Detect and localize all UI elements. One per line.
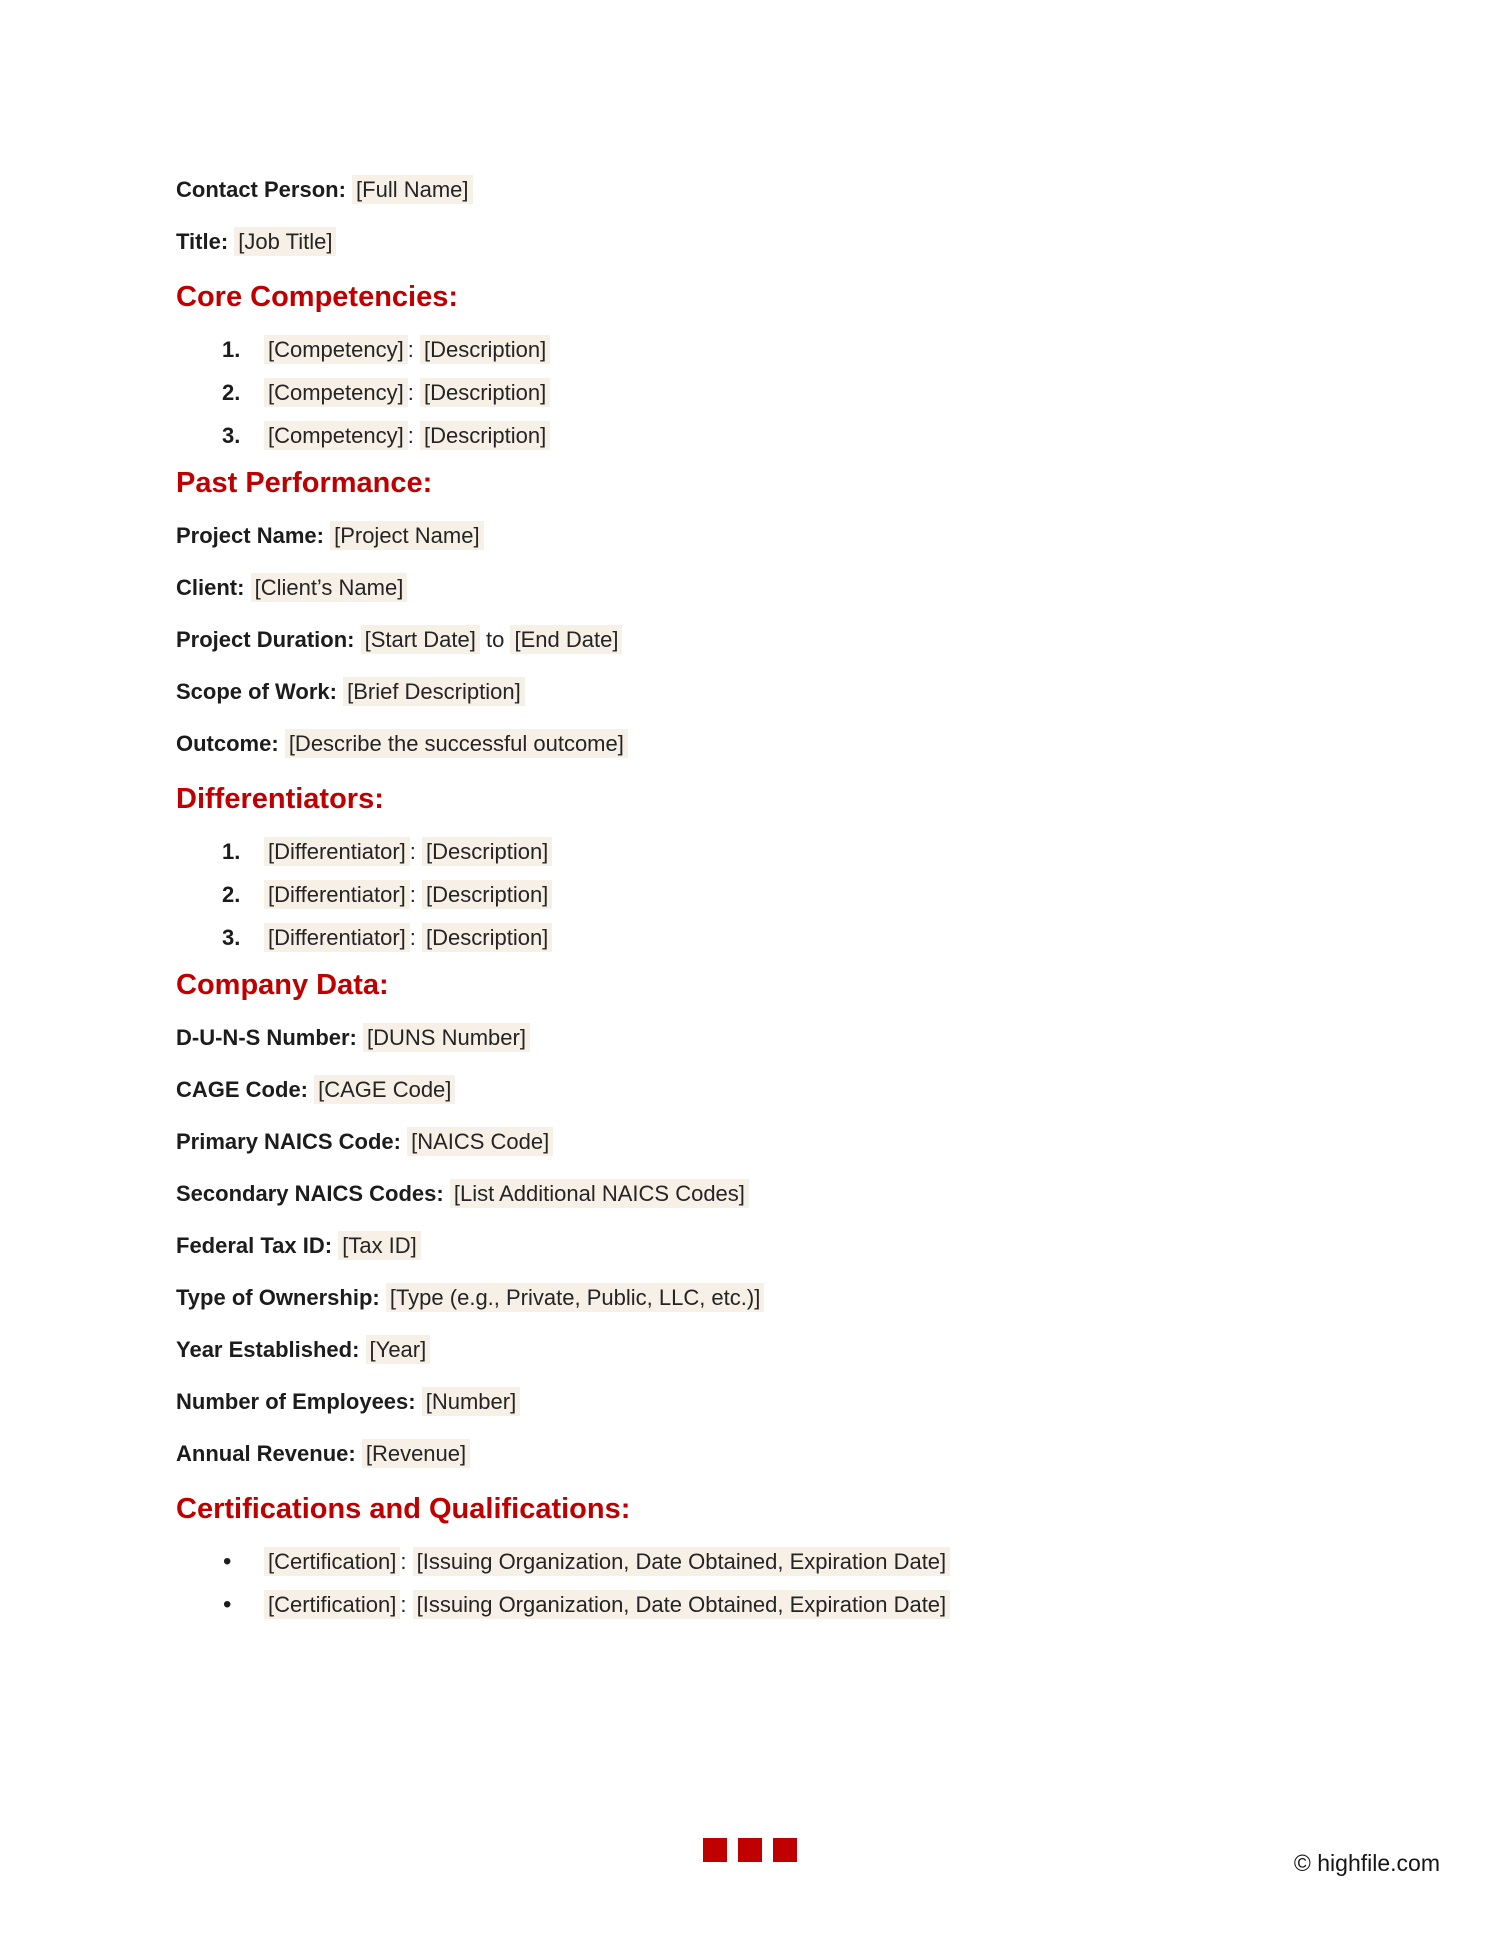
- separator: :: [400, 1592, 407, 1617]
- field-cage-code: [176, 1076, 1340, 1104]
- field-client: [176, 574, 1340, 602]
- placeholder-highlight: [End Date]: [510, 625, 622, 654]
- field-label: Scope of Work:: [176, 679, 337, 704]
- placeholder-highlight: [Competency]: [264, 335, 408, 364]
- separator: :: [409, 925, 416, 950]
- placeholder-highlight: [Issuing Organization, Date Obtained, Expiration Date]: [413, 1547, 951, 1576]
- field-outcome: [176, 730, 1340, 758]
- field-label: Federal Tax ID:: [176, 1233, 333, 1258]
- field-label: Project Name:: [176, 523, 324, 548]
- separator: :: [407, 380, 414, 405]
- placeholder-highlight: [Start Date]: [361, 625, 480, 654]
- placeholder-highlight: [Job Title]: [234, 227, 336, 256]
- list-item: [176, 1548, 1340, 1576]
- separator: :: [409, 882, 416, 907]
- placeholder-highlight: [Certification]: [264, 1547, 400, 1576]
- placeholder-highlight: [CAGE Code]: [314, 1075, 455, 1104]
- placeholder-highlight: [Full Name]: [352, 175, 472, 204]
- list-item: [176, 422, 1340, 450]
- placeholder-highlight: [Competency]: [264, 378, 408, 407]
- list-item: [176, 838, 1340, 866]
- red-square-icon: [773, 1838, 797, 1862]
- section-heading-certifications: Certifications and Qualifications:: [176, 1493, 631, 1525]
- field-secondary-naics: [176, 1180, 1340, 1208]
- section-heading-differentiators: Differentiators:: [176, 783, 384, 815]
- field-label: Project Duration:: [176, 627, 355, 652]
- placeholder-highlight: [Competency]: [264, 421, 408, 450]
- document-body: [176, 176, 1340, 1634]
- list-item: [176, 924, 1340, 952]
- footer-brand-squares: [703, 1838, 797, 1862]
- list-number: 1.: [222, 337, 241, 362]
- field-label: Secondary NAICS Codes:: [176, 1181, 444, 1206]
- field-title: [176, 228, 1340, 256]
- placeholder-highlight: [DUNS Number]: [363, 1023, 530, 1052]
- placeholder-highlight: [Project Name]: [330, 521, 484, 550]
- separator: :: [400, 1549, 407, 1574]
- placeholder-highlight: [Year]: [366, 1335, 431, 1364]
- placeholder-highlight: [Revenue]: [362, 1439, 470, 1468]
- copyright-text: © highfile.com: [1293, 1850, 1440, 1876]
- list-number: 1.: [222, 839, 241, 864]
- list-item: [176, 881, 1340, 909]
- section-heading-past-performance: Past Performance:: [176, 467, 433, 499]
- field-label: Outcome:: [176, 731, 279, 756]
- field-year-established: [176, 1336, 1340, 1364]
- separator: to: [486, 627, 505, 652]
- field-label: Client:: [176, 575, 245, 600]
- placeholder-highlight: [Description]: [420, 378, 550, 407]
- certifications-list: [176, 1548, 1340, 1619]
- placeholder-highlight: [Number]: [422, 1387, 520, 1416]
- bullet-icon: •: [223, 1548, 232, 1575]
- field-federal-tax-id: [176, 1232, 1340, 1260]
- placeholder-highlight: [Description]: [420, 421, 550, 450]
- field-label: Type of Ownership:: [176, 1285, 380, 1310]
- list-item: [176, 1591, 1340, 1619]
- placeholder-highlight: [Description]: [422, 837, 552, 866]
- list-number: 2.: [222, 882, 241, 907]
- placeholder-highlight: [Issuing Organization, Date Obtained, Expiration Date]: [413, 1590, 951, 1619]
- field-label: Contact Person:: [176, 177, 346, 202]
- placeholder-highlight: [Differentiator]: [264, 923, 410, 952]
- placeholder-highlight: [Client’s Name]: [251, 573, 408, 602]
- field-label: Number of Employees:: [176, 1389, 416, 1414]
- field-label: D-U-N-S Number:: [176, 1025, 357, 1050]
- red-square-icon: [703, 1838, 727, 1862]
- placeholder-highlight: [List Additional NAICS Codes]: [450, 1179, 749, 1208]
- list-number: 3.: [222, 925, 241, 950]
- separator: :: [409, 839, 416, 864]
- separator: :: [407, 423, 414, 448]
- list-number: 3.: [222, 423, 241, 448]
- field-scope-of-work: [176, 678, 1340, 706]
- field-number-of-employees: [176, 1388, 1340, 1416]
- field-annual-revenue: [176, 1440, 1340, 1468]
- field-label: Annual Revenue:: [176, 1441, 356, 1466]
- section-heading-company-data: Company Data:: [176, 969, 389, 1001]
- field-label: Year Established:: [176, 1337, 360, 1362]
- placeholder-highlight: [Certification]: [264, 1590, 400, 1619]
- field-label: CAGE Code:: [176, 1077, 308, 1102]
- field-project-name: [176, 522, 1340, 550]
- placeholder-highlight: [Describe the successful outcome]: [285, 729, 628, 758]
- field-type-of-ownership: [176, 1284, 1340, 1312]
- field-contact-person: [176, 176, 1340, 204]
- list-number: 2.: [222, 380, 241, 405]
- list-item: [176, 336, 1340, 364]
- field-label: Primary NAICS Code:: [176, 1129, 401, 1154]
- placeholder-highlight: [Description]: [422, 923, 552, 952]
- placeholder-highlight: [Tax ID]: [338, 1231, 421, 1260]
- placeholder-highlight: [Brief Description]: [343, 677, 525, 706]
- field-primary-naics: [176, 1128, 1340, 1156]
- placeholder-highlight: [Description]: [422, 880, 552, 909]
- placeholder-highlight: [Description]: [420, 335, 550, 364]
- separator: :: [407, 337, 414, 362]
- bullet-icon: •: [223, 1591, 232, 1618]
- placeholder-highlight: [Differentiator]: [264, 837, 410, 866]
- red-square-icon: [738, 1838, 762, 1862]
- placeholder-highlight: [Type (e.g., Private, Public, LLC, etc.)]: [386, 1283, 765, 1312]
- list-item: [176, 379, 1340, 407]
- field-duns-number: [176, 1024, 1340, 1052]
- placeholder-highlight: [NAICS Code]: [407, 1127, 553, 1156]
- differentiators-list: [176, 838, 1340, 952]
- field-project-duration: [176, 626, 1340, 654]
- section-heading-core-competencies: Core Competencies:: [176, 281, 459, 313]
- core-competencies-list: [176, 336, 1340, 450]
- placeholder-highlight: [Differentiator]: [264, 880, 410, 909]
- field-label: Title:: [176, 229, 229, 254]
